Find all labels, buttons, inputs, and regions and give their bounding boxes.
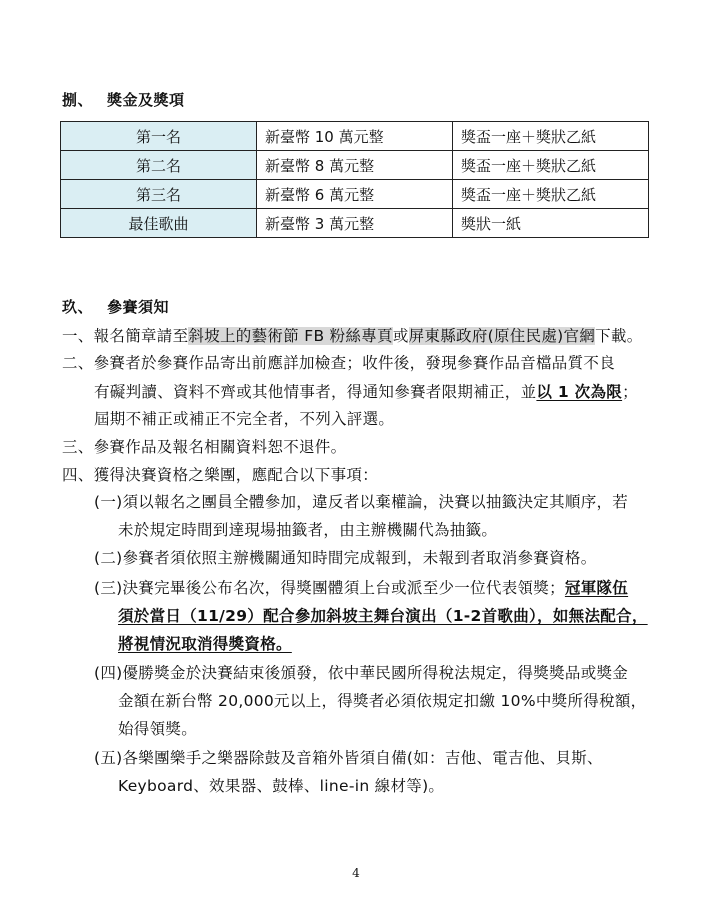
note-emphasis: 冠軍隊伍	[564, 579, 629, 597]
prize-table	[60, 121, 649, 238]
prize-amount: 新臺幣 10 萬元整	[257, 122, 453, 151]
section-title: 參賽須知	[107, 298, 170, 316]
table-row	[61, 209, 649, 238]
section-number: 玖、	[62, 298, 94, 316]
note-item-4-sub-3-line-3: 將視情況取消得獎資格。	[118, 635, 292, 653]
prize-rank: 最佳歌曲	[61, 209, 257, 238]
note-text: 或	[392, 327, 409, 345]
prize-rank: 第二名	[61, 151, 257, 180]
note-item-4-sub-4-line-2: 金額在新台幣 20,000元以上，得獎者必須依規定扣繳 10%中獎所得稅額，	[118, 692, 647, 710]
prize-amount: 新臺幣 3 萬元整	[257, 209, 453, 238]
note-item-4-sub-3-line-1	[94, 576, 628, 598]
note-item-4-title: 四、獲得決賽資格之樂團，應配合以下事項：	[62, 466, 379, 484]
prize-award: 獎盃一座＋獎狀乙紙	[453, 180, 649, 209]
note-item-4-sub-5-line-1: (五)各樂團樂手之樂器除鼓及音箱外皆須自備(如：吉他、電吉他、貝斯、	[94, 749, 603, 767]
table-row	[61, 122, 649, 151]
prize-award: 獎盃一座＋獎狀乙紙	[453, 151, 649, 180]
note-item-2-line-3: 屆期不補正或補正不完全者，不列入評選。	[94, 410, 395, 428]
section-number: 捌、	[62, 91, 94, 109]
prize-rank: 第三名	[61, 180, 257, 209]
note-item-1	[62, 324, 643, 346]
section-heading-prizes	[62, 89, 185, 110]
note-item-4-sub-1-line-1: (一)須以報名之團員全體參加，違反者以棄權論，決賽以抽籤決定其順序，若	[94, 493, 629, 511]
note-item-4-sub-2: (二)參賽者須依照主辦機關通知時間完成報到，未報到者取消參賽資格。	[94, 549, 597, 567]
note-emphasis: 以 1 次為限	[536, 383, 623, 401]
note-text: 有礙判讀、資料不齊或其他情事者，得通知參賽者限期補正，並	[94, 383, 537, 401]
section-title: 獎金及獎項	[107, 91, 185, 109]
note-text: 下載。	[595, 327, 643, 345]
note-text: ；	[622, 383, 638, 401]
prize-award: 獎盃一座＋獎狀乙紙	[453, 122, 649, 151]
note-item-2-line-2	[94, 380, 638, 402]
note-item-4-sub-4-line-3: 始得領獎。	[118, 720, 198, 738]
note-item-3: 三、參賽作品及報名相關資料恕不退件。	[62, 438, 347, 456]
fb-fanpage-link[interactable]: 斜坡上的藝術節 FB 粉絲專頁	[188, 327, 393, 345]
page-number: 4	[352, 866, 360, 880]
note-item-4-sub-1-line-2: 未於規定時間到達現場抽籤者，由主辦機關代為抽籤。	[118, 521, 498, 539]
prize-amount: 新臺幣 6 萬元整	[257, 180, 453, 209]
note-item-4-sub-5-line-2: Keyboard、效果器、鼓棒、line-in 線材等)。	[118, 777, 445, 795]
prize-amount: 新臺幣 8 萬元整	[257, 151, 453, 180]
note-item-4-sub-3-line-2: 須於當日（11/29）配合參加斜坡主舞台演出（1-2首歌曲），如無法配合，	[118, 607, 648, 625]
county-website-link[interactable]: 屏東縣政府(原住民處)官網	[408, 327, 596, 345]
note-item-2-line-1: 二、參賽者於參賽作品寄出前應詳加檢查；收件後，發現參賽作品音檔品質不良	[62, 354, 616, 372]
table-row	[61, 180, 649, 209]
prize-award: 獎狀一紙	[453, 209, 649, 238]
note-item-4-sub-4-line-1: (四)優勝獎金於決賽結束後頒發，依中華民國所得稅法規定，得獎獎品或獎金	[94, 664, 629, 682]
note-text: 一、報名簡章請至	[62, 327, 189, 345]
prize-rank: 第一名	[61, 122, 257, 151]
note-text: (三)決賽完畢後公布名次，得獎團體須上台或派至少一位代表領獎；	[94, 579, 565, 597]
section-heading-notes	[62, 296, 169, 317]
table-row	[61, 151, 649, 180]
